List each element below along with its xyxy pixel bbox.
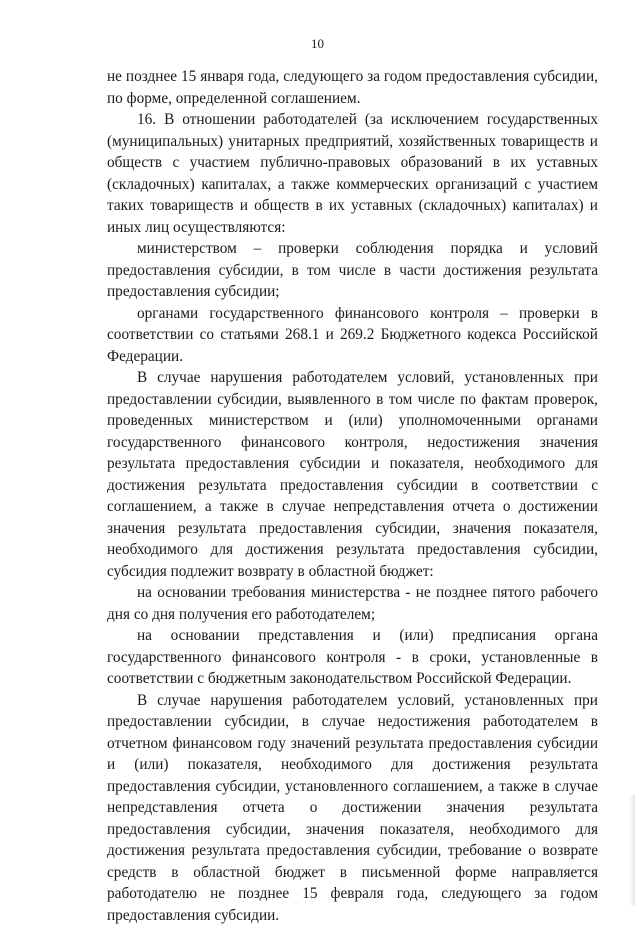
- document-body: [107, 66, 598, 926]
- paragraph-financial-control-checks: органами государственного финансового контроля – проверки в соответствии со статьями 268.1 и 269.2 Бюджетного кодекса Российской Федерации.: [107, 303, 598, 368]
- paragraph-clause-16: 16. В отношении работодателей (за исключением государственных (муниципальных) унитарных предприятий, хозяйственных товариществ и обществ с участием публично-правовых образований в их уставных (складочных) капиталах, а также коммерческих организаций с участием таких товариществ и обществ в их уставных (складочных) капиталах) и иных лиц осуществляются:: [107, 109, 598, 238]
- paragraph-continuation: не позднее 15 января года, следующего за годом предоставления субсидии, по форме, определенной соглашением.: [107, 66, 598, 109]
- page-number: 10: [0, 36, 635, 52]
- paragraph-ministry-requirement: на основании требования министерства - не позднее пятого рабочего дня со дня получения его работодателем;: [107, 582, 598, 625]
- paragraph-refund-demand: В случае нарушения работодателем условий, установленных при предоставлении субсидии, в случае недостижения работодателем в отчетном финансовом году значений результата предоставления субсидии и (или) показателя, необходимого для достижения результата предоставления субсидии, установленного соглашением, а также в случае непредставления отчета о достижении значения результата предоставления субсидии, значения показателя, необходимого для достижения результата предоставления субсидии, требование о возврате средств в областной бюджет в письменной форме направляется работодателю не позднее 15 февраля года, следующего за годом предоставления субсидии.: [107, 690, 598, 926]
- paragraph-ministry-checks: министерством – проверки соблюдения порядка и условий предоставления субсидии, в том числе в части достижения результата предоставления субсидии;: [107, 238, 598, 303]
- scan-edge-shadow: [629, 795, 635, 905]
- paragraph-violation-refund: В случае нарушения работодателем условий, установленных при предоставлении субсидии, выявленного в том числе по фактам проверок, проведенных министерством и (или) уполномоченными органами государственного финансового контроля, недостижения значения результата предоставления субсидии и показателя, необходимого для достижения результата предоставления субсидии в соответствии с соглашением, а также в случае непредставления отчета о достижении значения результата предоставления субсидии, значения показателя, необходимого для достижения результата предоставления субсидии, субсидия подлежит возврату в областной бюджет:: [107, 367, 598, 582]
- paragraph-control-prescription: на основании представления и (или) предписания органа государственного финансового контроля - в сроки, установленные в соответствии с бюджетным законодательством Российской Федерации.: [107, 625, 598, 690]
